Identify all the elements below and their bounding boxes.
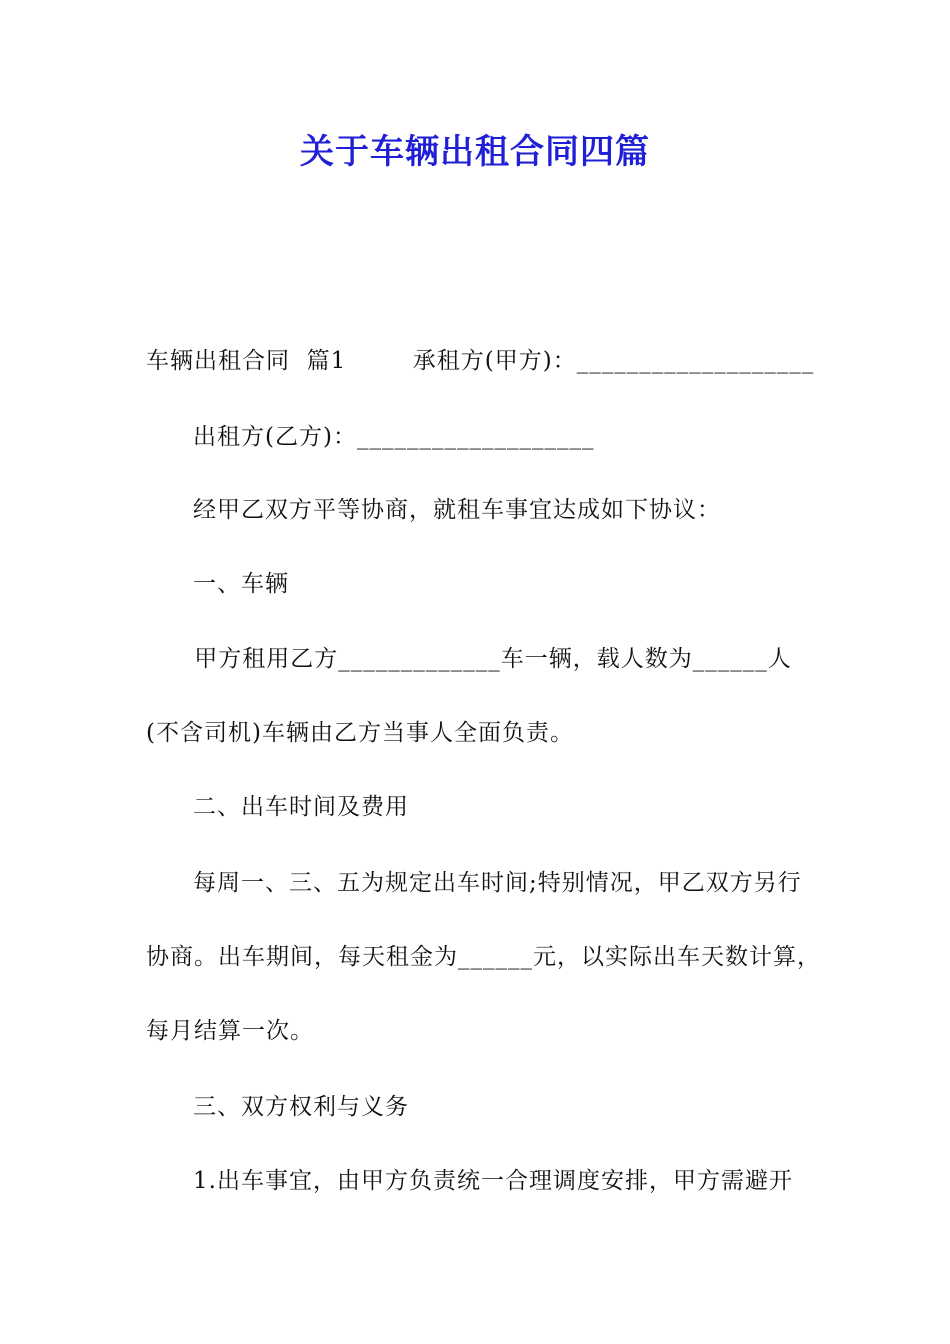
section-heading-rights-duties: 三、双方权利与义务 bbox=[193, 1094, 409, 1120]
time-fees-paragraph-line-3: 每月结算一次。 bbox=[146, 1018, 314, 1044]
section-heading-time-fees: 二、出车时间及费用 bbox=[193, 794, 409, 820]
time-fees-paragraph-line-2: 协商。出车期间，每天租金为______元，以实际出车天数计算， bbox=[146, 944, 821, 970]
time-fees-paragraph-line-1: 每周一、三、五为规定出车时间;特别情况，甲乙双方另行 bbox=[193, 870, 802, 896]
vehicle-paragraph-line-1: 甲方租用乙方_____________车一辆，载人数为______人 bbox=[186, 646, 792, 672]
section-heading-vehicle: 一、车辆 bbox=[193, 571, 289, 597]
contract-heading-line: 车辆出租合同 篇1 承租方(甲方)：___________________ bbox=[146, 348, 815, 374]
document-title: 关于车辆出租合同四篇 bbox=[300, 132, 650, 172]
lessor-line: 出租方(乙方)：___________________ bbox=[193, 424, 595, 450]
intro-paragraph: 经甲乙双方平等协商，就租车事宜达成如下协议： bbox=[193, 497, 721, 523]
vehicle-paragraph-line-2: (不含司机)车辆由乙方当事人全面负责。 bbox=[146, 720, 574, 746]
rights-paragraph-line-1: 1.出车事宜，由甲方负责统一合理调度安排，甲方需避开 bbox=[193, 1168, 793, 1194]
